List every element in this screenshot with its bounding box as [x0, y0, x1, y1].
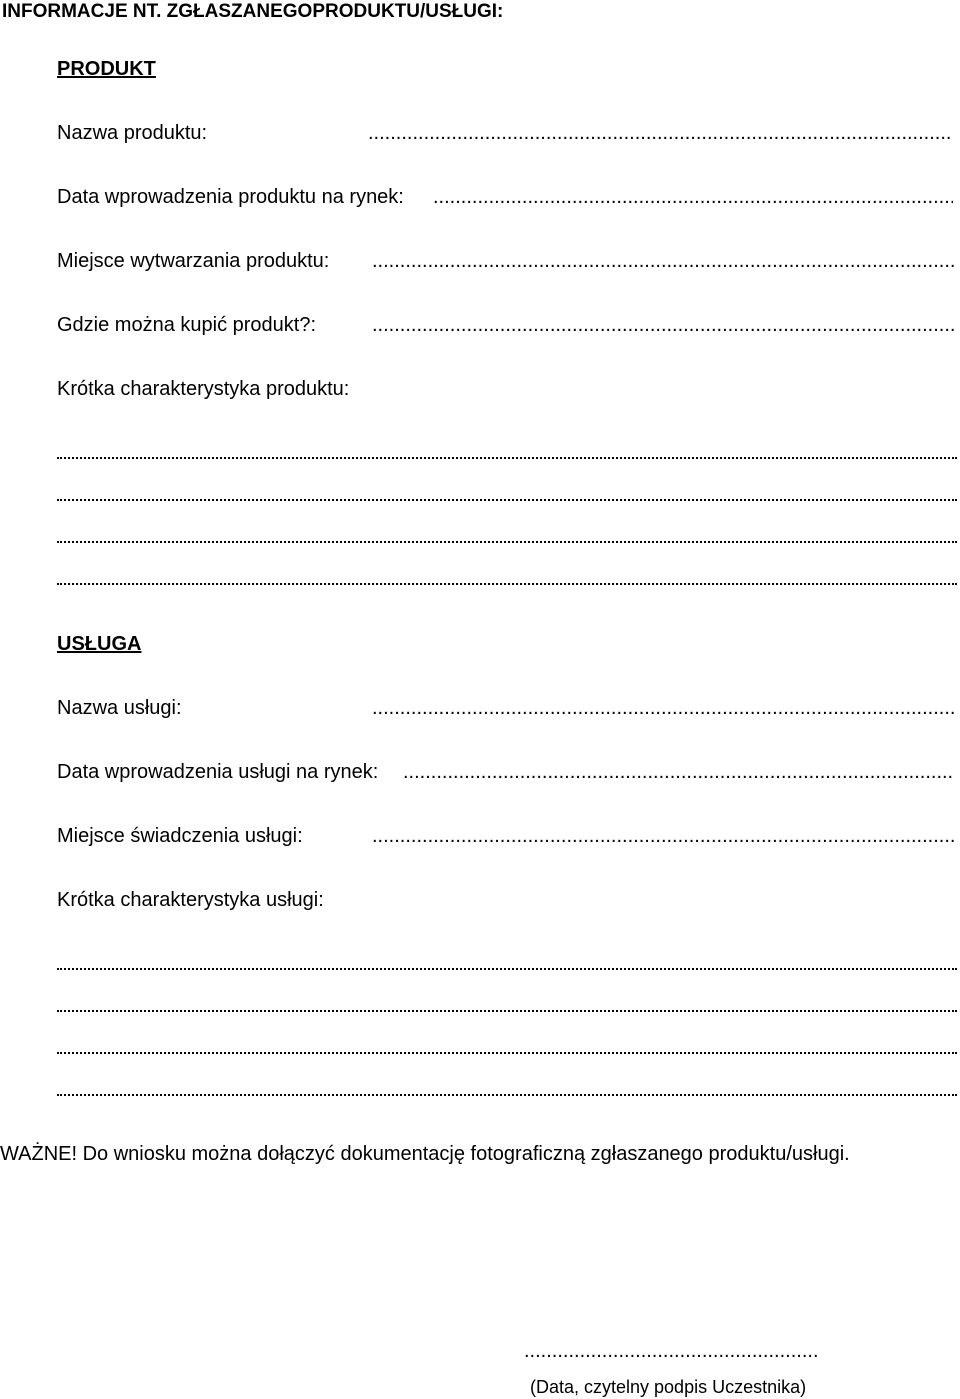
product-manufacturing-place-field[interactable] [372, 249, 954, 273]
product-where-to-buy-field[interactable] [372, 313, 954, 337]
product-description-line[interactable] [57, 455, 957, 459]
service-name-label: Nazwa usługi: [57, 697, 182, 719]
product-launch-date-field[interactable] [433, 185, 953, 209]
product-name-label: Nazwa produktu: [57, 122, 208, 144]
service-name-field[interactable] [372, 696, 954, 720]
product-where-to-buy-label: Gdzie można kupić produkt?: [57, 314, 317, 336]
form-header: INFORMACJE NT. ZGŁASZANEGOPRODUKTU/USŁUGI: [2, 1, 504, 22]
product-manufacturing-place-label: Miejsce wytwarzania produktu: [57, 250, 330, 272]
service-place-field[interactable] [372, 824, 954, 848]
important-note: WAŻNE! Do wniosku można dołączyć dokumentację fotograficzną zgłaszanego produktu/usługi. [0, 1143, 850, 1165]
product-name-field[interactable] [368, 121, 950, 145]
signature-field[interactable] [524, 1339, 820, 1363]
product-description-label: Krótka charakterystyka produktu: [57, 378, 350, 400]
product-description-line[interactable] [57, 581, 957, 585]
service-description-line[interactable] [57, 1050, 957, 1054]
service-place-label: Miejsce świadczenia usługi: [57, 825, 303, 847]
service-section-heading: USŁUGA [57, 633, 142, 655]
signature-caption: (Data, czytelny podpis Uczestnika) [530, 1377, 807, 1397]
service-launch-date-label: Data wprowadzenia usługi na rynek: [57, 761, 379, 783]
service-description-line[interactable] [57, 1008, 957, 1012]
service-launch-date-field[interactable] [403, 760, 953, 784]
product-launch-date-label: Data wprowadzenia produktu na rynek: [57, 186, 404, 208]
service-description-line[interactable] [57, 966, 957, 970]
service-description-label: Krótka charakterystyka usługi: [57, 889, 324, 911]
product-section-heading: PRODUKT [57, 58, 156, 80]
service-description-line[interactable] [57, 1092, 957, 1096]
product-description-line[interactable] [57, 497, 957, 501]
product-description-line[interactable] [57, 539, 957, 543]
